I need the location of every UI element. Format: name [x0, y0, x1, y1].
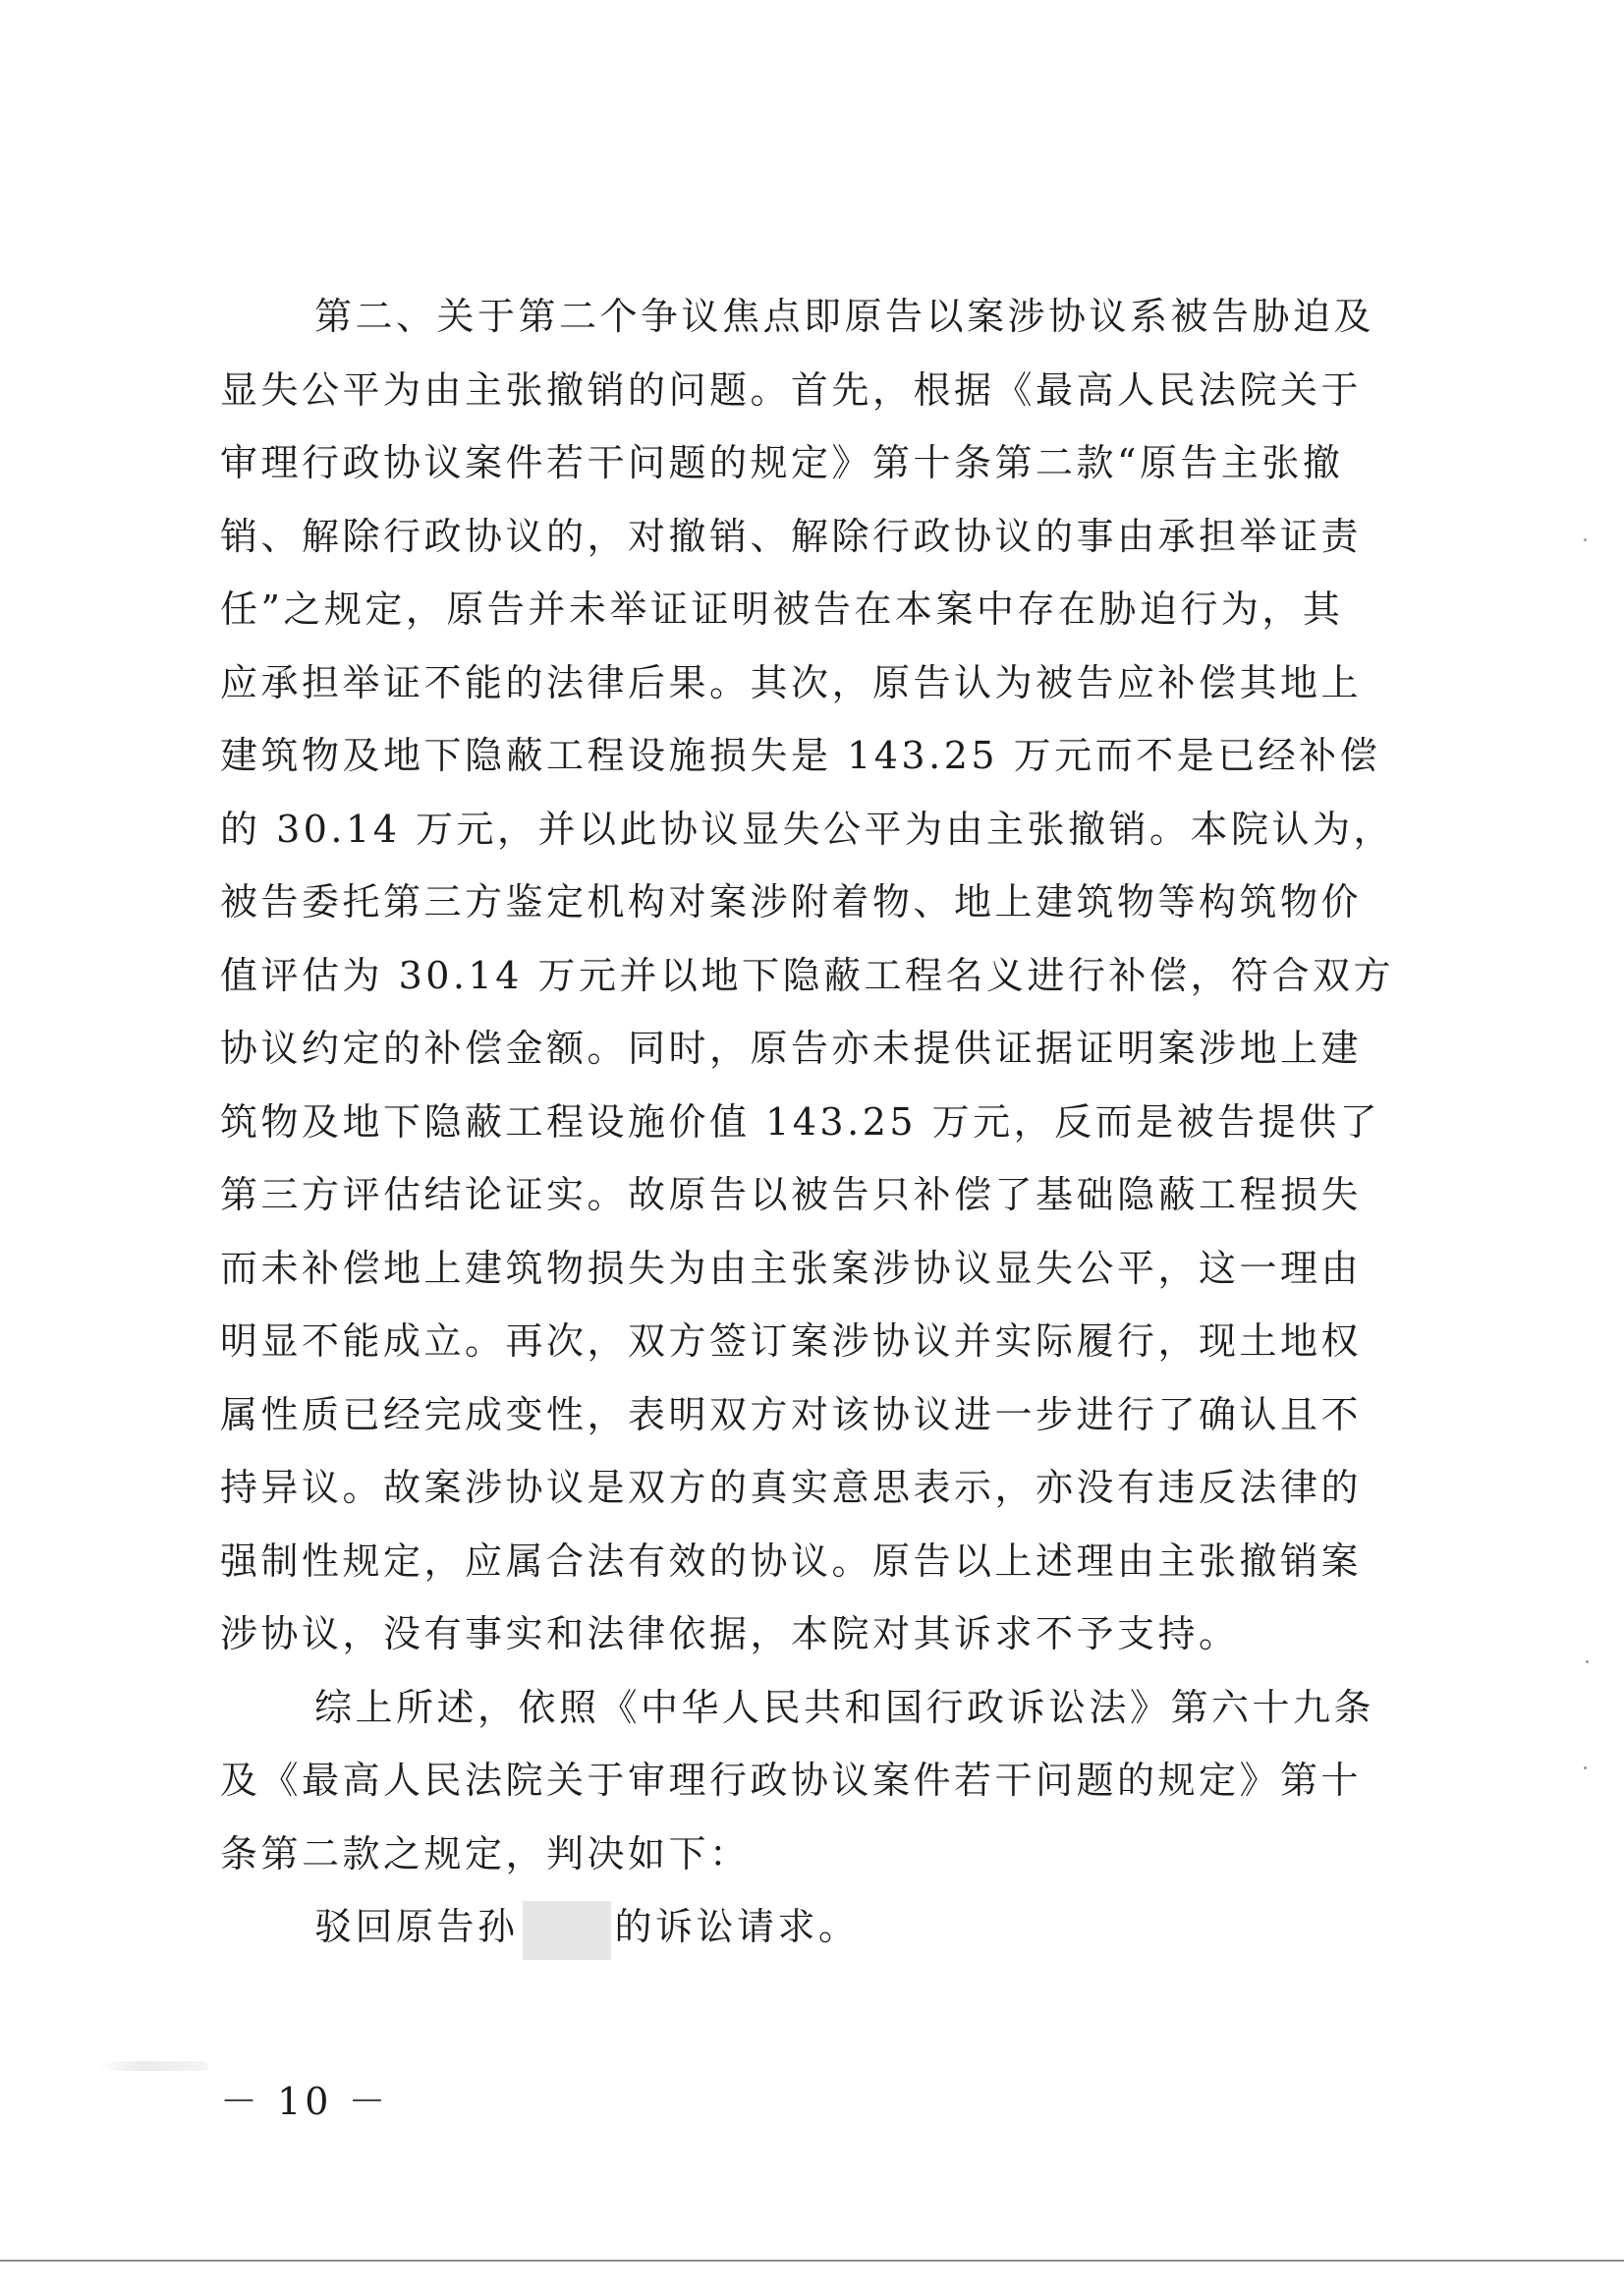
text-line: 第二、关于第二个争议焦点即原告以案涉协议系被告胁迫及 — [314, 295, 1375, 338]
text-line: 条第二款之规定，判决如下： — [220, 1831, 751, 1875]
text-line: 持异议。故案涉协议是双方的真实意思表示，亦没有违反法律的 — [220, 1466, 1363, 1509]
text-line: 强制性规定，应属合法有效的协议。原告以上述理由主张撤销案 — [220, 1539, 1363, 1583]
scan-artifact — [98, 2061, 208, 2071]
verdict-prefix: 驳回原告孙 — [314, 1905, 519, 1948]
text-line: 审理行政协议案件若干问题的规定》第十条第二款“原告主张撤 — [220, 441, 1344, 484]
text-line: 协议约定的补偿金额。同时，原告亦未提供证据证明案涉地上建 — [220, 1027, 1363, 1070]
text-line: 第三方评估结论证实。故原告以被告只补偿了基础隐蔽工程损失 — [220, 1173, 1363, 1216]
text-line: 属性质已经完成变性，表明双方对该协议进一步进行了确认且不 — [220, 1392, 1363, 1436]
text-line: 的 30.14 万元，并以此协议显失公平为由主张撤销。本院认为， — [220, 807, 1394, 851]
scan-dot — [1584, 1766, 1587, 1769]
text-line: 综上所述，依照《中华人民共和国行政诉讼法》第六十九条 — [314, 1685, 1375, 1729]
judgment-body — [220, 280, 1414, 1964]
redacted-name-block — [523, 1901, 611, 1960]
text-line: 而未补偿地上建筑物损失为由主张案涉协议显失公平，这一理由 — [220, 1246, 1363, 1290]
text-line: 建筑物及地下隐蔽工程设施损失是 143.25 万元而不是已经补偿 — [220, 734, 1381, 777]
page-number: － 10 － — [220, 2080, 390, 2123]
scan-dot — [1584, 538, 1587, 541]
text-line: 任”之规定，原告并未举证证明被告在本案中存在胁迫行为，其 — [220, 588, 1344, 631]
text-line: 被告委托第三方鉴定机构对案涉附着物、地上建筑物等构筑物价 — [220, 880, 1363, 924]
verdict-line — [220, 1890, 1414, 1964]
bottom-edge-rule — [0, 2260, 1624, 2262]
text-line: 值评估为 30.14 万元并以地下隐蔽工程名义进行补偿，符合双方 — [220, 953, 1394, 997]
text-line: 涉协议，没有事实和法律依据，本院对其诉求不予支持。 — [220, 1612, 1240, 1655]
scan-dot — [1586, 1660, 1589, 1663]
text-line: 筑物及地下隐蔽工程设施价值 143.25 万元，反而是被告提供了 — [220, 1099, 1381, 1144]
verdict-suffix: 的诉讼请求。 — [614, 1905, 860, 1948]
text-line: 应承担举证不能的法律后果。其次，原告认为被告应补偿其地上 — [220, 660, 1363, 704]
text-line: 显失公平为由主张撤销的问题。首先，根据《最高人民法院关于 — [220, 367, 1363, 412]
text-line: 明显不能成立。再次，双方签订案涉协议并实际履行，现土地权 — [220, 1319, 1363, 1363]
text-line: 及《最高人民法院关于审理行政协议案件若干问题的规定》第十 — [220, 1759, 1363, 1802]
text-line: 销、解除行政协议的，对撤销、解除行政协议的事由承担举证责 — [220, 514, 1363, 558]
